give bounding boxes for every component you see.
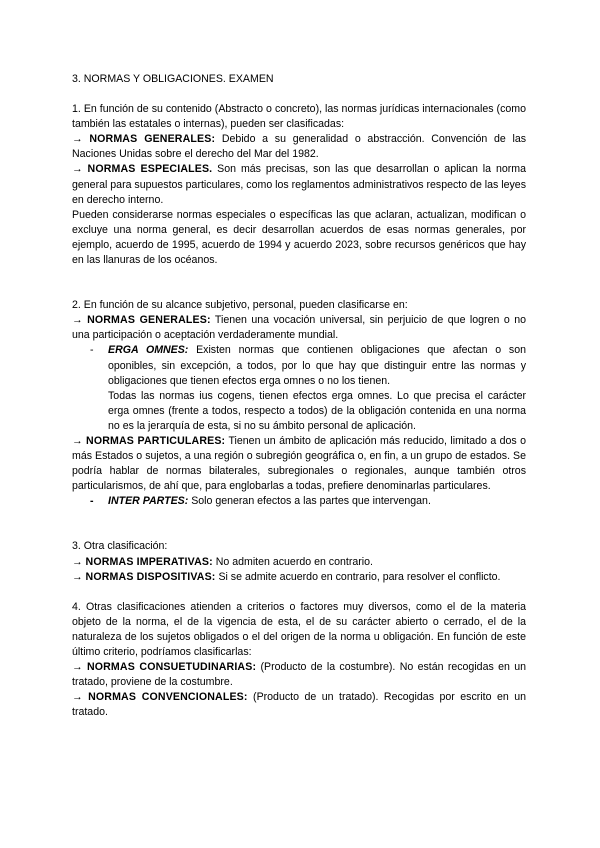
section-2 xyxy=(72,298,526,509)
arrow-icon: → xyxy=(72,163,83,176)
section-4 xyxy=(72,600,526,721)
consuetudinarias-text: (Producto de la costumbre). No están recogidas en un tratado, proviene de la costumbre. xyxy=(72,661,526,689)
section-3-dispositivas xyxy=(72,570,526,585)
erga-omnes-label: ERGA OMNES: xyxy=(108,344,189,357)
section-3-imperativas xyxy=(72,555,526,570)
section-4-convencionales xyxy=(72,690,526,720)
section-2-normas-generales xyxy=(72,313,526,343)
erga-omnes-text: Existen normas que contienen obligaciones que afectan o son oponibles, sin excepción, a todos, por lo que hay que distinguir entre las normas y obligaciones que tienen efectos erga omnes o no los tienen. xyxy=(108,344,526,387)
arrow-icon: → xyxy=(72,314,83,327)
section-1-intro: 1. En función de su contenido (Abstracto o concreto), las normas jurídicas internacionales (como también las estatales o internas), pueden ser clasificadas: xyxy=(72,103,526,131)
normas-generales-label: NORMAS GENERALES: xyxy=(89,133,216,146)
arrow-icon: → xyxy=(72,555,83,568)
convencionales-label: NORMAS CONVENCIONALES: xyxy=(88,691,248,704)
normas-generales-text: Tienen una vocación universal, sin perjuicio de que logren o no una participación o aceptación verdaderamente mundial. xyxy=(72,314,526,342)
spacer xyxy=(72,509,526,539)
normas-particulares-text: Tienen un ámbito de aplicación más reducido, limitado a dos o más Estados o sujetos, a una región o subregión geográfica o, en fin, a un grupo de estados. Se podría hablar de normas bilaterales, subregionales o regionales, aunque también otros particularismos, de ahí que, para englobarlas a todas, prefiere denominarlas particulares. xyxy=(72,434,527,493)
imperativas-text: No admiten acuerdo en contrario. xyxy=(212,555,373,568)
convencionales-text: (Producto de un tratado). Recogidas por escrito en un tratado. xyxy=(72,691,527,719)
erga-omnes-paragraph xyxy=(108,343,526,388)
list-item xyxy=(72,343,526,434)
arrow-icon: → xyxy=(72,570,83,583)
document-title: 3. NORMAS Y OBLIGACIONES. EXAMEN xyxy=(72,73,274,85)
document-content xyxy=(72,72,526,720)
arrow-icon: → xyxy=(72,133,83,146)
imperativas-label: NORMAS IMPERATIVAS: xyxy=(85,555,213,568)
list-bullet-icon: - xyxy=(90,495,94,508)
section-1-paragraph: Pueden considerarse normas especiales o específicas las que aclaran, actualizan, modifican o excluye una norma general, es decir desarrollan acuerdos de esas normas generales, por ejemplo, acuerdo de 1995, acuerdo de 1994 y acuerdo 2023, sobre recursos genéricos que hay en las llanuras de los océanos. xyxy=(72,208,526,267)
inter-partes-paragraph xyxy=(108,494,526,509)
erga-omnes-list xyxy=(72,343,526,434)
normas-generales-label: NORMAS GENERALES: xyxy=(87,314,211,327)
section-1 xyxy=(72,102,526,268)
normas-generales-text: Debido a su generalidad o abstracción. Convención de las Naciones Unidas sobre el derecho del Mar del 1982. xyxy=(72,133,527,161)
inter-partes-text: Solo generan efectos a las partes que intervengan. xyxy=(188,495,431,508)
normas-particulares-label: NORMAS PARTICULARES: xyxy=(86,434,226,447)
spacer xyxy=(72,585,526,600)
list-bullet-icon: - xyxy=(90,344,94,357)
dispositivas-label: NORMAS DISPOSITIVAS: xyxy=(85,570,216,583)
section-3-intro: 3. Otra clasificación: xyxy=(72,540,168,553)
erga-omnes-paragraph-2: Todas las normas ius cogens, tienen efectos erga omnes. Lo que precisa el carácter erga omnes (frente a todos, respecto a todos) de la obligación contenida en una norma no es la jerarquía de esta, si no su ámbito personal de aplicación. xyxy=(108,389,526,432)
section-1-normas-especiales xyxy=(72,162,526,207)
list-item xyxy=(72,494,526,509)
spacer xyxy=(72,268,526,298)
arrow-icon: → xyxy=(72,691,83,704)
arrow-icon: → xyxy=(72,661,83,674)
section-2-normas-particulares xyxy=(72,434,526,494)
section-4-consuetudinarias xyxy=(72,660,526,690)
consuetudinarias-label: NORMAS CONSUETUDINARIAS: xyxy=(86,661,257,674)
arrow-icon: → xyxy=(72,434,83,447)
inter-partes-label: INTER PARTES: xyxy=(108,495,189,508)
section-1-normas-generales xyxy=(72,132,526,162)
normas-especiales-text: Son más precisas, son las que desarrollan o aplican la norma general para supuestos particulares, como los reglamentos administrativos respecto de las leyes en derecho interno. xyxy=(72,163,526,206)
section-3 xyxy=(72,539,526,584)
normas-especiales-label: NORMAS ESPECIALES. xyxy=(87,163,213,176)
section-2-intro: 2. En función de su alcance subjetivo, personal, pueden clasificarse en: xyxy=(72,299,408,312)
section-4-intro: 4. Otras clasificaciones atienden a criterios o factores muy diversos, como el de la materia objeto de la norma, el de la vigencia de esta, el de su carácter abierto o cerrado, el de la naturaleza de los sujetos obligados o el del origen de la norma u obligación. En función de este último criterio, podríamos clasificarlas: xyxy=(72,600,526,658)
inter-partes-list xyxy=(72,494,526,509)
dispositivas-text: Si se admite acuerdo en contrario, para resolver el conflicto. xyxy=(215,570,501,583)
